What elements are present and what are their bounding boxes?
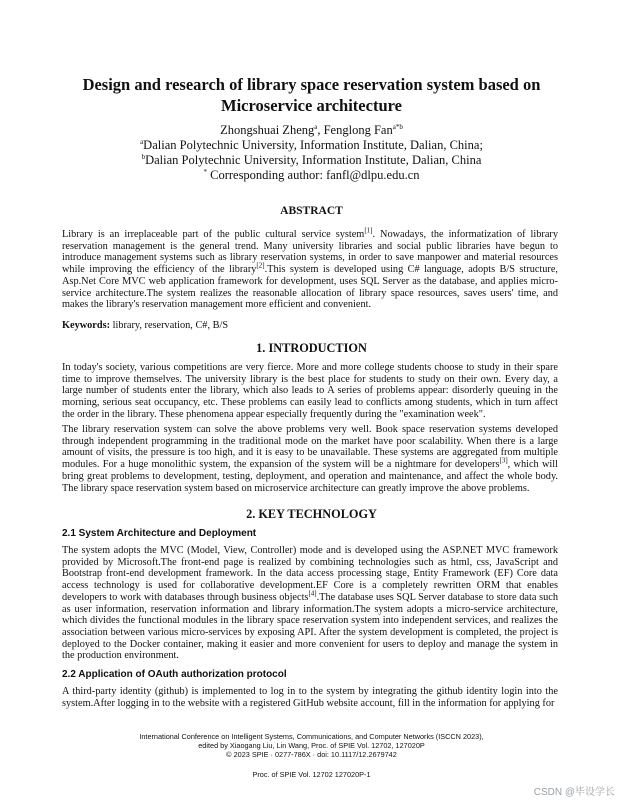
section-heading-introduction: 1. INTRODUCTION	[256, 341, 367, 355]
footer-citation	[40, 732, 583, 759]
corresponding-author: * Corresponding author: fanfl@dlpu.edu.cn	[203, 167, 420, 182]
section-heading-key-technology: 2. KEY TECHNOLOGY	[246, 507, 377, 521]
paper-title: Design and research of library space reservation system based on Microservice architecture	[82, 75, 541, 115]
keywords: Keywords: library, reservation, C#, B/S	[62, 320, 229, 331]
affiliation-a: $^a$Dalian Polytechnic University, Information Institute, Dalian, China;	[140, 137, 483, 152]
footer-line-3: © 2023 SPIE · 0277-786X · doi: 10.1117/12.2679742	[226, 750, 397, 759]
subsection-heading-2-1: 2.1 System Architecture and Deployment	[62, 528, 257, 539]
affiliation-b: $^b$Dalian Polytechnic University, Information Institute, Dalian, China	[141, 152, 482, 167]
section-2-1-paragraph: The system adopts the MVC (Model, View, Controller) mode and is developed using the ASP.NET MVC framework provided by Microsoft.The front-end page is realized by combining technologies such as html, css, JavaScript and Bootstrap front-end development framework. In the data access processing stage, Entity Framework (EF) Core data access technology is used for collaborative development.EF Core is a completely rewritten ORM that enables developers to work with databases through business objects[4].The database uses SQL Server database to store data such as user information, reservation information and library information.The system adopts a micro-service architecture, which divides the functional modules in the library space reservation system into independent services, and realizes the association between various micro-services by exposing API. After the system development is completed, the project is deployed to the Docker container, making it easier and more convenient for users to deploy and manage the system in the production environment.	[62, 545, 558, 662]
intro-paragraph-1: In today's society, various competitions are very fierce. More and more college students choose to study in their spare time to improve themselves. The university library is the best place for students to study on their own. Every day, a large number of students enter the library, which also leads to A series of problems appear: disorderly queuing in the morning, serious seat occupancy, etc. These problems can easily lead to conflicts among students, which in turn affect the order in the library. These phenomena appear especially frequently during the "examination week".	[62, 362, 558, 420]
csdn-watermark: CSDN @毕设学长	[533, 787, 615, 798]
footer-line-2: edited by Xiaogang Liu, Lin Wang, Proc. of SPIE Vol. 12702, 127020P	[198, 741, 425, 750]
intro-paragraph-2: The library reservation system can solve the above problems very well. Book space reservation systems developed through independent programming in the traditional mode on the market have poor scalability. When there is a large amount of visits, the pressure is too high, and it is easy to be unavailable. These systems are aggregated from multiple modules. For a huge monolithic system, the expansion of the system will be a nightmare for developers[3], which will bring great problems to development, testing, deployment, and operation and maintenance, and affect the whole body. The library space reservation system based on microservice architecture can greatly improve the above problems.	[62, 424, 559, 494]
abstract-heading: ABSTRACT	[280, 205, 343, 217]
abstract-text: Library is an irreplaceable part of the public cultural service system[1]. Nowadays, the informatization of library reservation management is the general trend. Many university libraries and social public libraries have begun to introduce management systems such as library reservation systems, in order to save manpower and material resources while improving the efficiency of the library[2].This system is developed using C# language, adopts B/S structure, Asp.Net Core MVC web application framework for development, uses SQL Server as the database, and applies micro-service architecture.The system realizes the reasonable allocation of library space resources, saves users' time, and makes the library's reservation management more efficient and convenient.	[62, 226, 558, 311]
author-block	[40, 123, 583, 183]
page-number: Proc. of SPIE Vol. 12702 127020P-1	[252, 770, 371, 779]
section-2-2-paragraph: A third-party identity (github) is implemented to log in to the system by integrating the github identity login into the system.After logging in to the website with a registered GitHub website account, fill in the information for applying for	[62, 686, 558, 709]
author-names: Zhongshuai Zheng$^a$, Fenglong Fan$^{a*b}$	[220, 122, 403, 137]
footer-line-1: International Conference on Intelligent Systems, Communications, and Computer Networks (ISCCN 2023),	[139, 732, 484, 741]
subsection-heading-2-2: 2.2 Application of OAuth authorization protocol	[62, 669, 287, 680]
